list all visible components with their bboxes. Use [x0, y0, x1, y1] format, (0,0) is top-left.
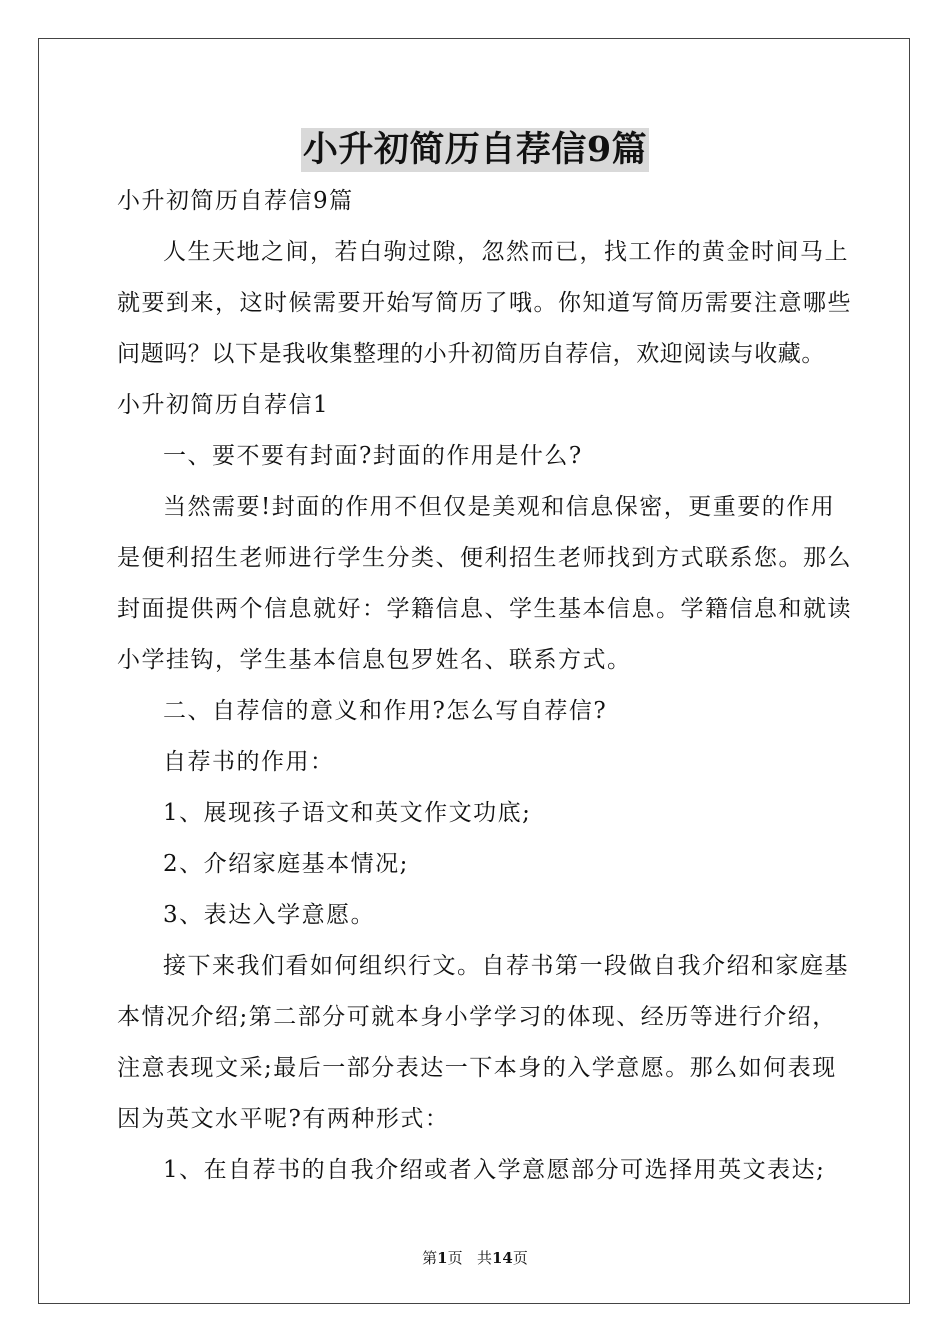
footer-page-number: 1	[437, 1249, 448, 1267]
body-line: 封面提供两个信息就好：学籍信息、学生基本信息。学籍信息和就读	[117, 596, 852, 622]
body-line: 1、在自荐书的自我介绍或者入学意愿部分可选择用英文表达;	[163, 1157, 826, 1183]
body-line: 小升初简历自荐信1	[117, 392, 330, 418]
body-line: 小升初简历自荐信9篇	[117, 188, 354, 214]
document-body	[117, 176, 852, 1196]
body-line: 自荐书的作用：	[163, 749, 335, 775]
body-line: 一、要不要有封面?封面的作用是什么?	[163, 443, 583, 469]
body-line: 问题吗？以下是我收集整理的小升初简历自荐信，欢迎阅读与收藏。	[117, 341, 825, 367]
body-line: 接下来我们看如何组织行文。自荐书第一段做自我介绍和家庭基	[163, 953, 849, 979]
footer-page-word: 页	[447, 1249, 463, 1267]
body-line: 因为英文水平呢?有两种形式：	[117, 1106, 450, 1132]
body-line: 是便利招生老师进行学生分类、便利招生老师找到方式联系您。那么	[117, 545, 852, 571]
body-line: 小学挂钩，学生基本信息包罗姓名、联系方式。	[117, 647, 632, 673]
footer-total-pages: 14	[491, 1249, 513, 1267]
body-line: 就要到来，这时候需要开始写简历了哦。你知道写简历需要注意哪些	[117, 290, 852, 316]
footer-page-prefix: 第	[422, 1249, 438, 1267]
document-title-container	[0, 128, 950, 172]
body-line: 3、表达入学意愿。	[163, 902, 376, 928]
document-title: 小升初简历自荐信9篇	[302, 129, 648, 170]
body-line: 本情况介绍;第二部分可就本身小学学习的体现、经历等进行介绍，	[117, 1004, 837, 1030]
footer-total-word: 页	[512, 1249, 528, 1267]
body-line: 注意表现文采;最后一部分表达一下本身的入学意愿。那么如何表现	[117, 1055, 837, 1081]
body-line: 1、展现孩子语文和英文作文功底;	[163, 800, 532, 826]
body-line: 人生天地之间，若白驹过隙，忽然而已，找工作的黄金时间马上	[163, 239, 849, 265]
page-footer	[0, 1248, 950, 1268]
body-line: 二、自荐信的意义和作用?怎么写自荐信?	[163, 698, 608, 724]
footer-total-prefix: 共	[476, 1249, 492, 1267]
body-line: 2、介绍家庭基本情况;	[163, 851, 409, 877]
body-line: 当然需要!封面的作用不但仅是美观和信息保密，更重要的作用	[163, 494, 836, 520]
